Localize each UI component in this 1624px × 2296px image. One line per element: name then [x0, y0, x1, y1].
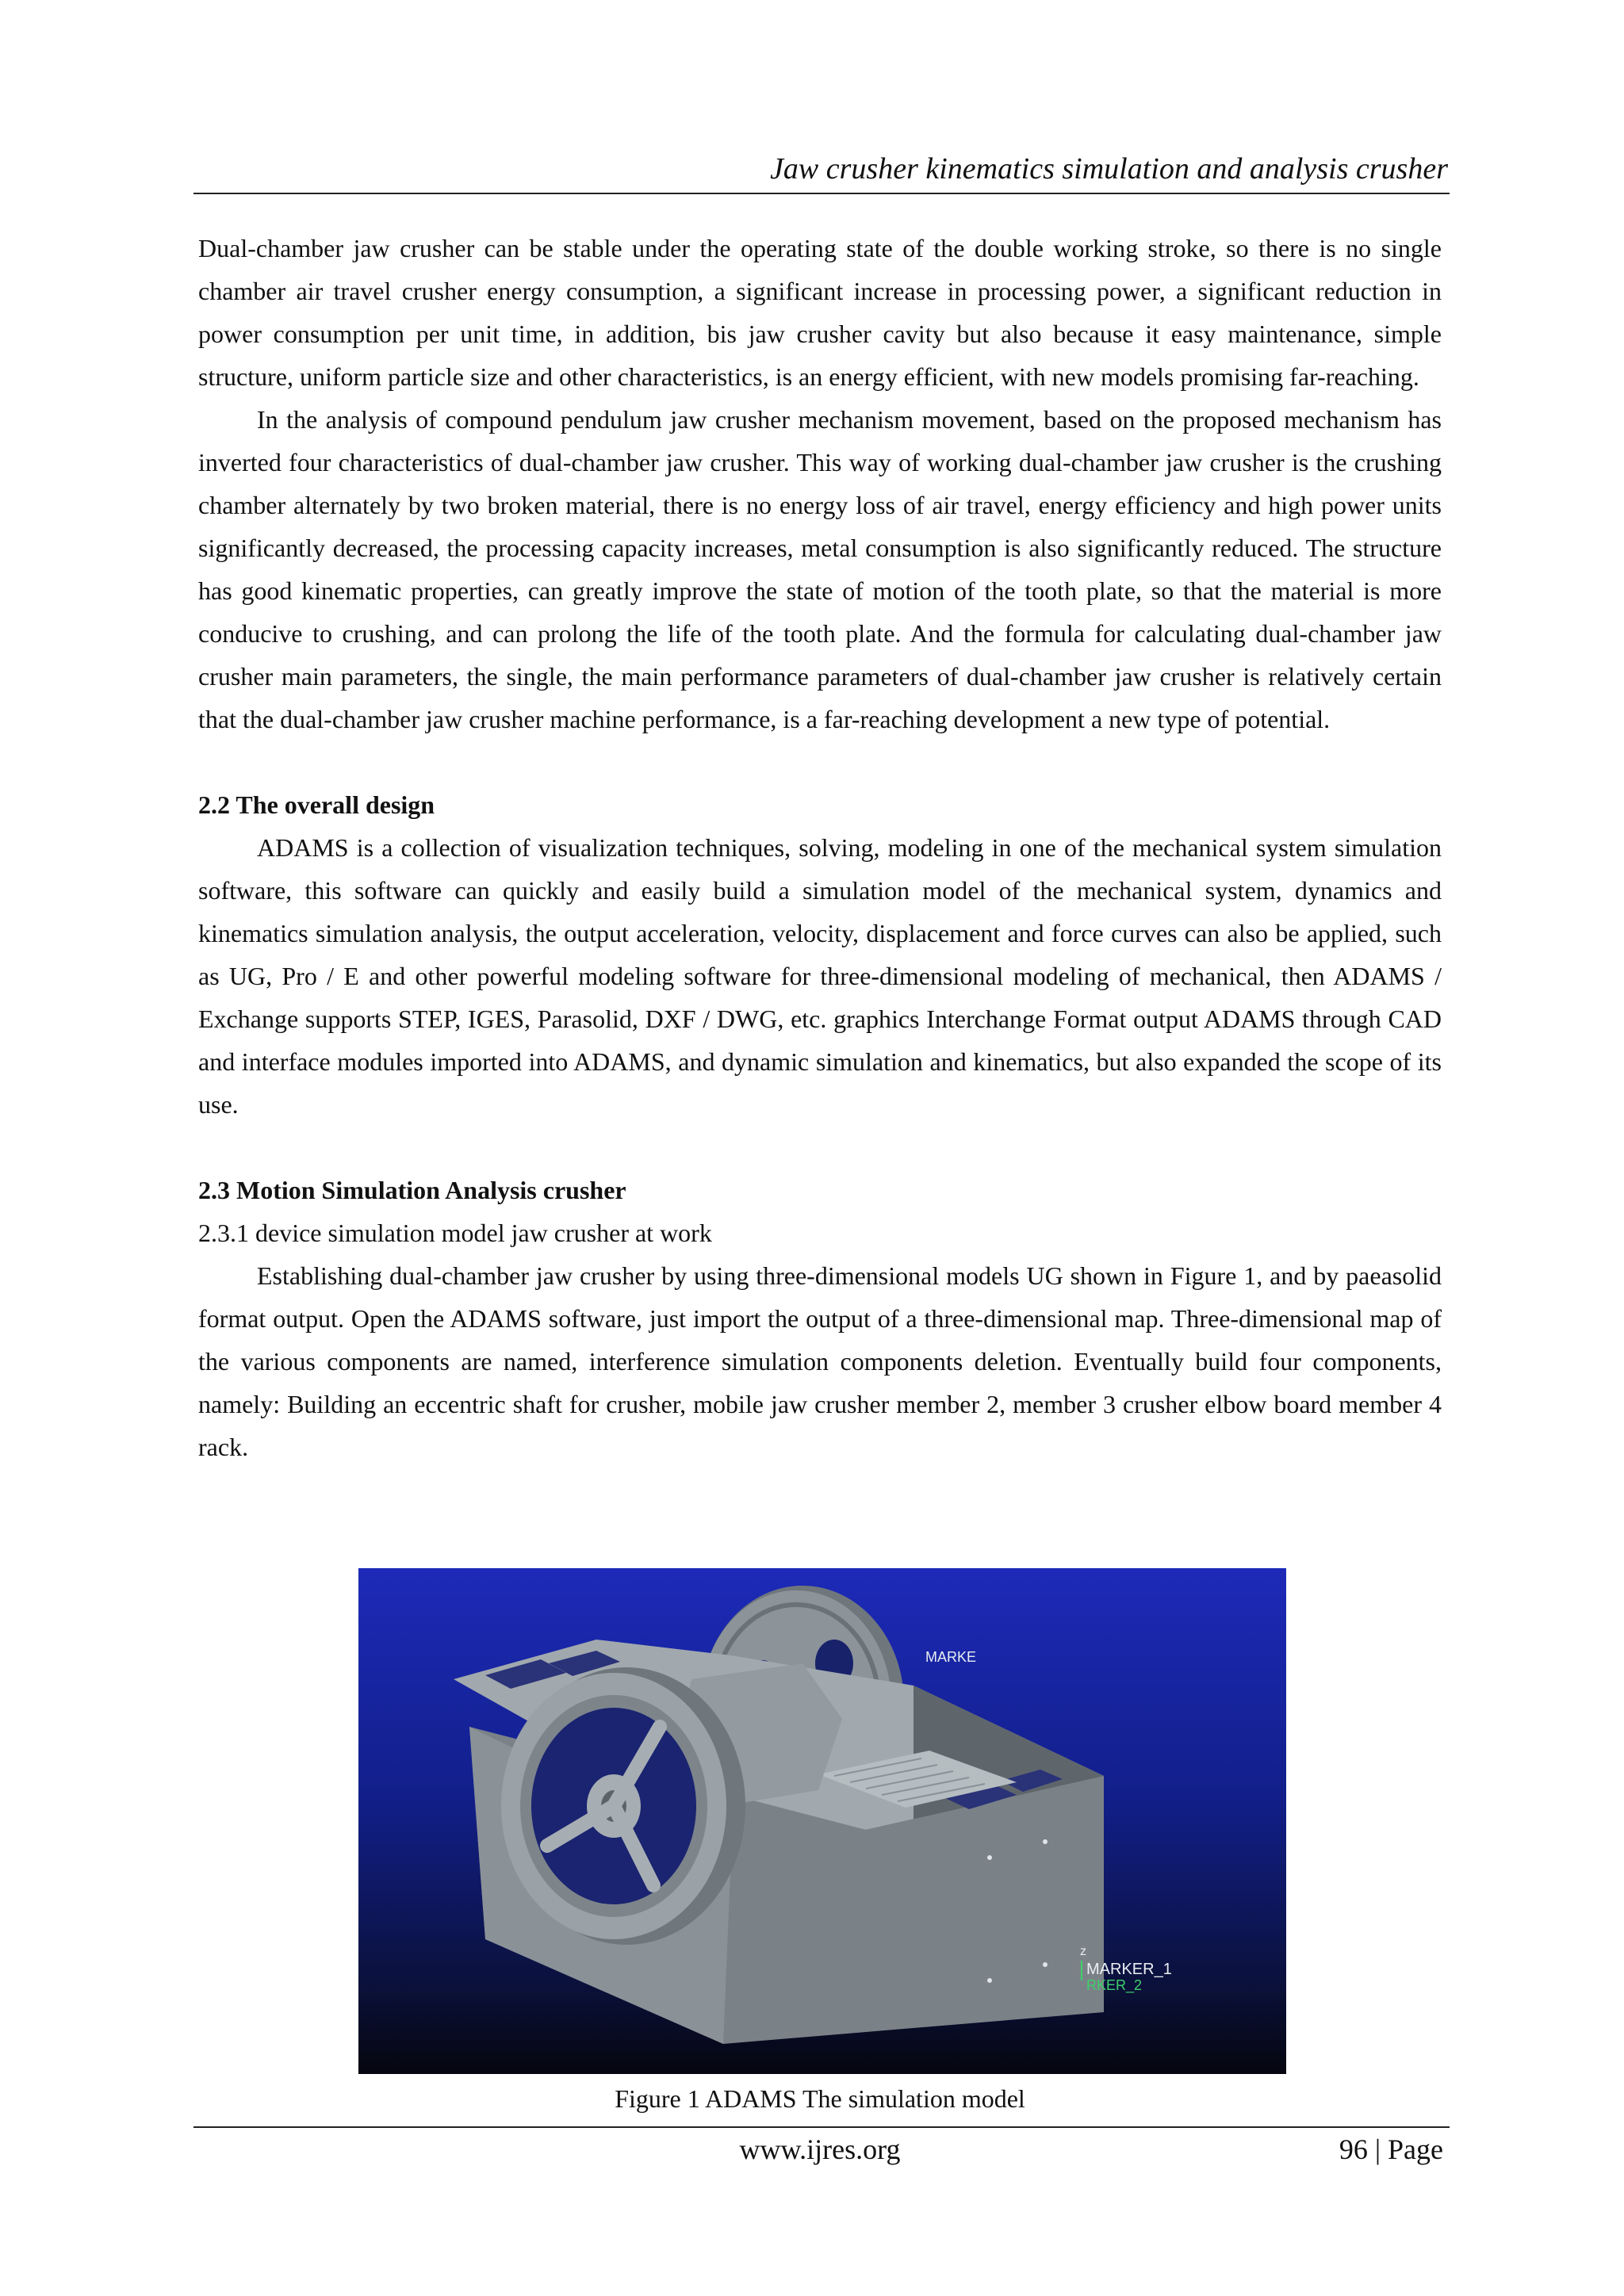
paragraph-intro: Dual-chamber jaw crusher can be stable under the operating state of the double working stroke, so there is no single chamber air travel crusher energy consumption, a significant increase in processing power, a significant reduction in power consumption per unit time, in addition, bis jaw crusher cavity but also because it easy maintenance, simple structure, uniform particle size and other characteristics, is an energy efficient, with new models promising far-reaching.: [198, 234, 1442, 391]
front-flywheel: [501, 1667, 745, 1945]
paragraph-analysis: In the analysis of compound pendulum jaw crusher mechanism movement, based on the proposed mechanism has inverted four characteristics of dual-chamber jaw crusher. This way of working dual-chamber jaw crusher is the crushing chamber alternately by two broken material, there is no energy loss of air travel, energy efficiency and high power units significantly decreased, the processing capacity increases, metal consumption is also significantly reduced. The structure has good kinematic properties, can greatly improve the state of motion of the tooth plate, so that the material is more conducive to crushing, and can prolong the life of the tooth plate. And the formula for calculating dual-chamber jaw crusher main parameters, the single, the main performance parameters of dual-chamber jaw crusher is relatively certain that the dual-chamber jaw crusher machine performance, is a far-reaching development a new type of potential.: [198, 405, 1442, 733]
marker-label-top: MARKE: [925, 1649, 977, 1665]
running-title: Jaw crusher kinematics simulation and analysis crusher: [770, 152, 1448, 186]
marker-label-2: RKER_2: [1086, 1977, 1143, 1993]
subsection-heading-2-3-1: 2.3.1 device simulation model jaw crusher at work: [198, 1219, 712, 1247]
marker-label-1: MARKER_1: [1086, 1961, 1172, 1978]
page-number: 96 | Page: [1339, 2133, 1443, 2165]
header-rule: [193, 193, 1450, 194]
axis-label-z: z: [1080, 1945, 1086, 1958]
paragraph-overall-design: ADAMS is a collection of visualization techniques, solving, modeling in one of the mechanical system simulation software, this software can quickly and easily build a simulation model of the mechanical system, dynamics and kinematics simulation analysis, the output acceleration, velocity, displacement and force curves can also be applied, such as UG, Pro / E and other powerful modeling software for three-dimensional modeling of mechanical, then ADAMS / Exchange supports STEP, IGES, Parasolid, DXF / DWG, etc. graphics Interchange Format output ADAMS through CAD and interface modules imported into ADAMS, and dynamic simulation and kinematics, but also expanded the scope of its use.: [198, 833, 1442, 1119]
paragraph-simulation-model: Establishing dual-chamber jaw crusher by using three-dimensional models UG shown in Figure 1, and by paeasolid format output. Open the ADAMS software, just import the output of a three-dimensional map. Three-dimensional map of the various components are named, interference simulation components deletion. Eventually build four components, namely: Building an eccentric shaft for crusher, mobile jaw crusher member 2, member 3 crusher elbow board member 4 rack.: [198, 1261, 1442, 1461]
figure-adams-model: [358, 1568, 1286, 2074]
figure-caption: Figure 1 ADAMS The simulation model: [615, 2084, 1025, 2113]
article-body: [198, 227, 1442, 1468]
section-heading-2-3: 2.3 Motion Simulation Analysis crusher: [198, 1176, 626, 1204]
footer-site: www.ijres.org: [739, 2133, 901, 2165]
crusher-model-illustration: [358, 1568, 1286, 2074]
footer-rule: [193, 2126, 1450, 2128]
section-heading-2-2: 2.2 The overall design: [198, 790, 435, 819]
